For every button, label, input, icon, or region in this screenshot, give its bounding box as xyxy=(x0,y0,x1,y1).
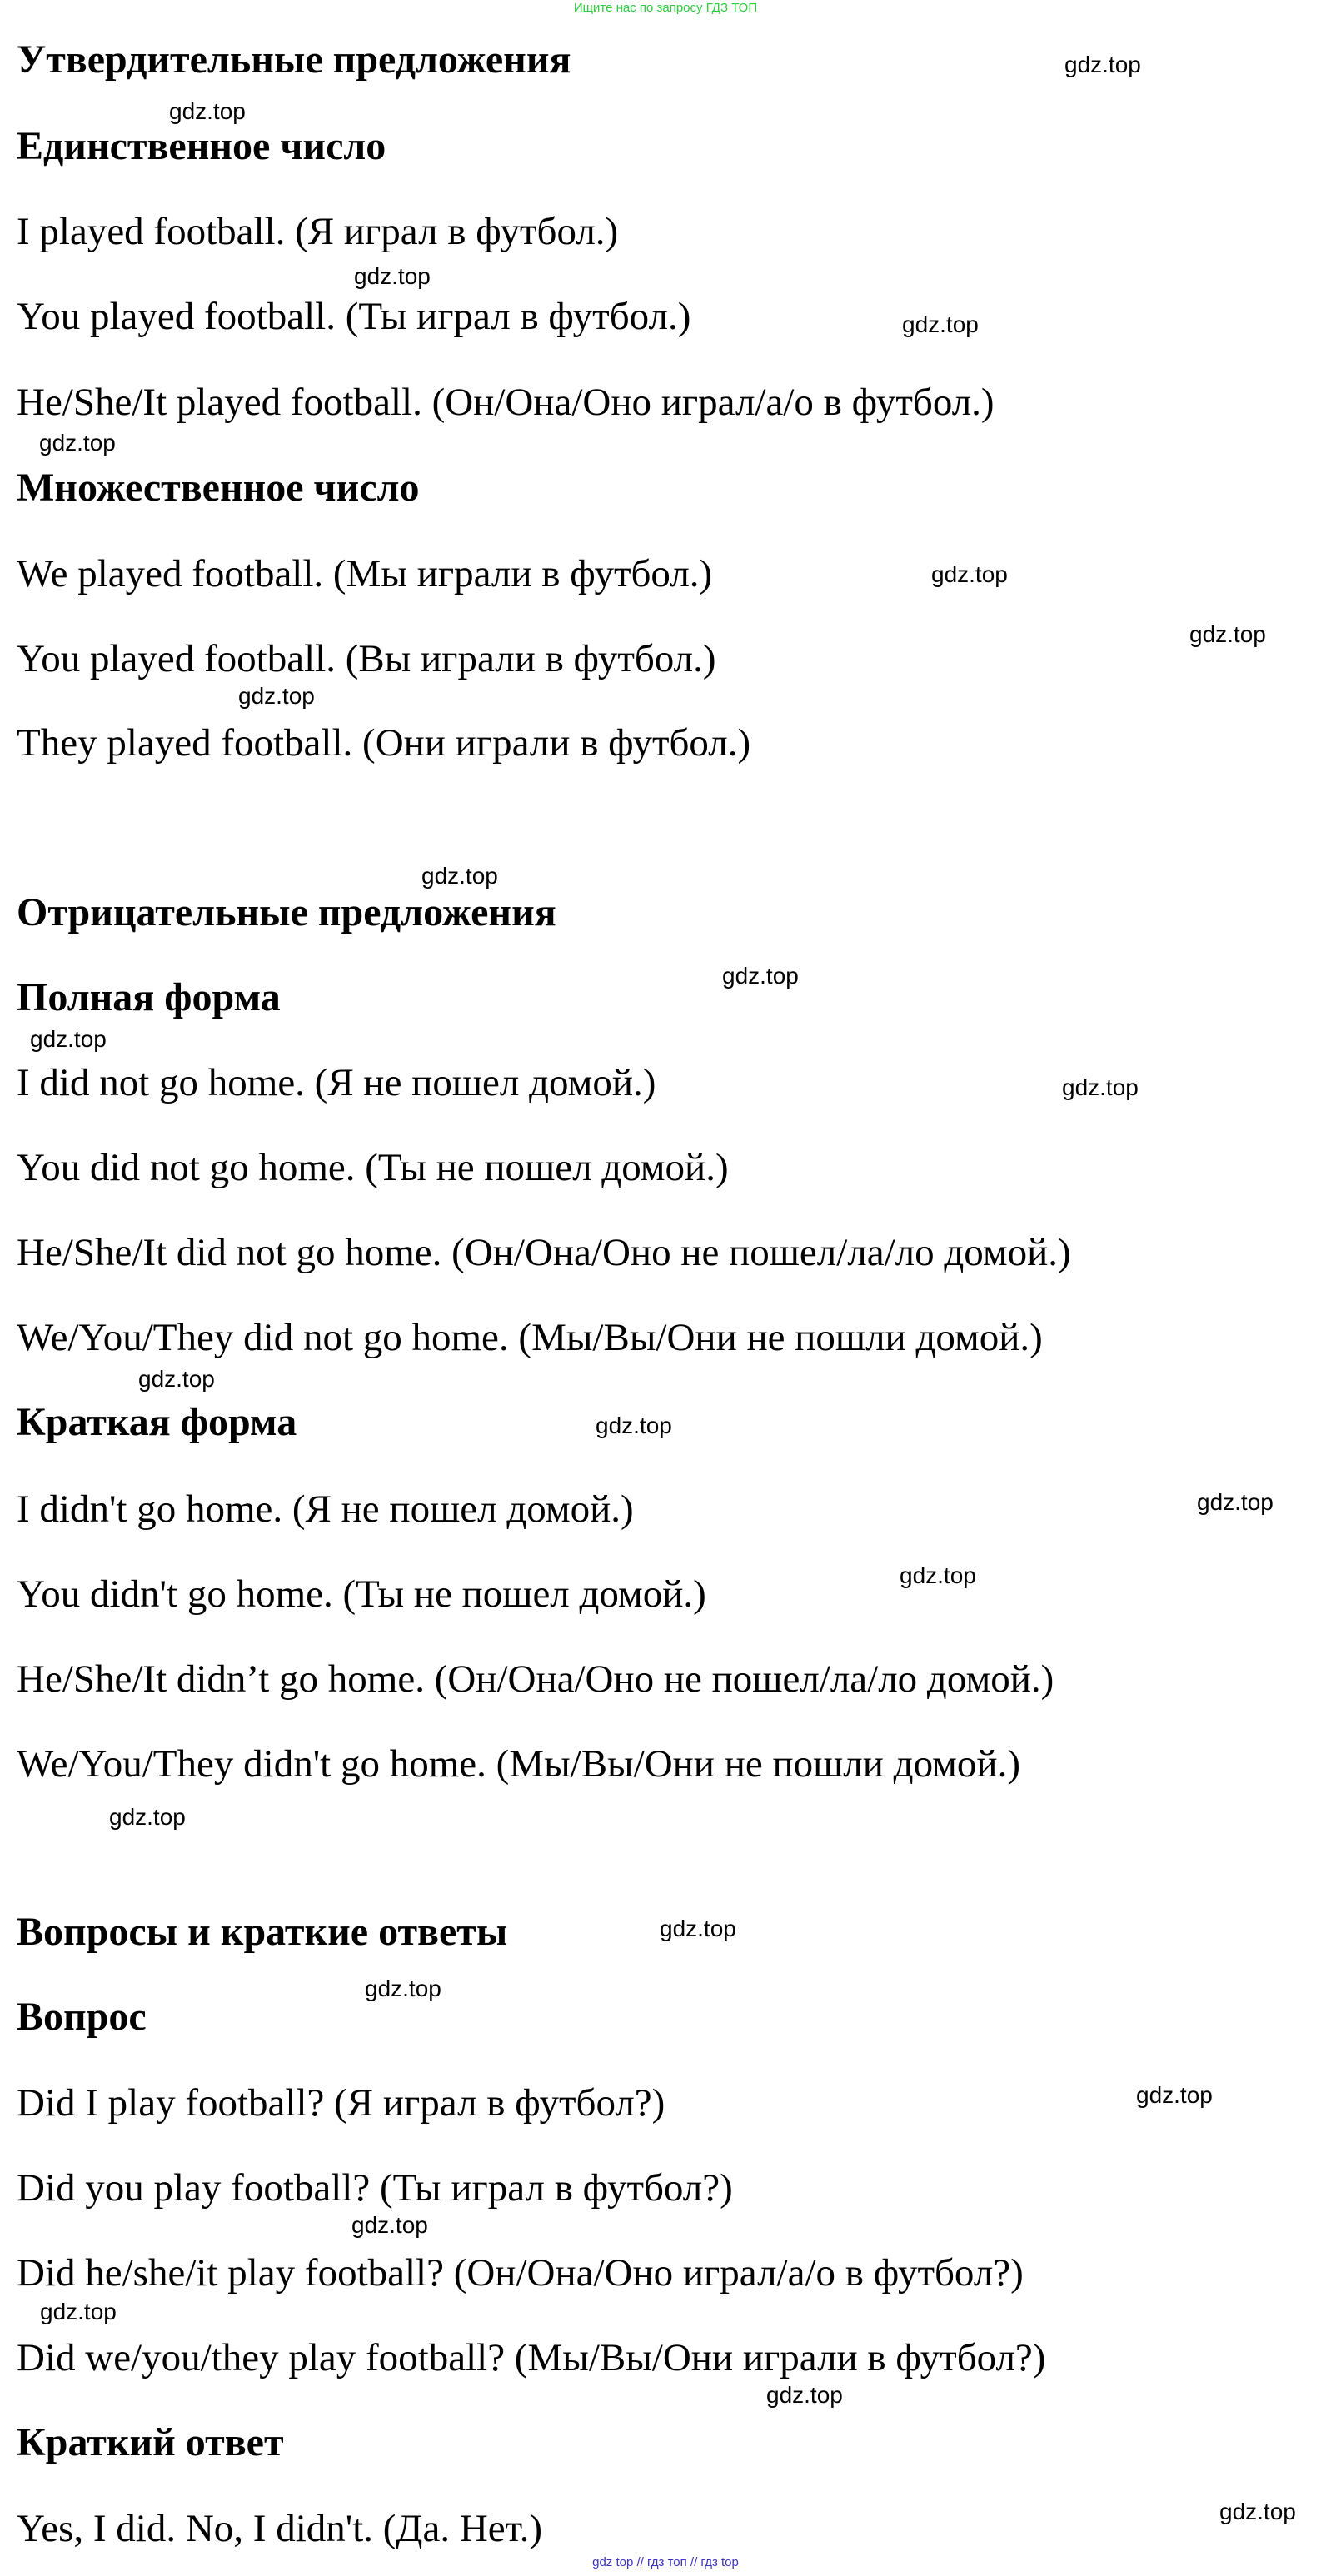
question-line-3: Did he/she/it play football? (Он/Она/Оно играл/а/о в футбол?) xyxy=(17,2251,1024,2294)
affirmative-singular-line-3: He/She/It played football. (Он/Она/Оно играл/а/о в футбол.) xyxy=(17,381,995,424)
negative-short-line-2: You didn't go home. (Ты не пошел домой.) xyxy=(17,1572,706,1616)
watermark: gdz.top xyxy=(109,1804,186,1830)
watermark: gdz.top xyxy=(1189,621,1266,647)
full-form-heading: Полная форма xyxy=(17,975,281,1019)
questions-heading: Вопросы и краткие ответы xyxy=(17,1910,508,1954)
watermark: gdz.top xyxy=(1219,2499,1296,2524)
watermark: gdz.top xyxy=(1062,1074,1139,1100)
short-answer-line: Yes, I did. No, I didn't. (Да. Нет.) xyxy=(17,2507,543,2550)
short-answer-heading: Краткий ответ xyxy=(17,2420,284,2464)
negative-short-line-3: He/She/It didn’t go home. (Он/Она/Оно не пошел/ла/ло домой.) xyxy=(17,1657,1054,1701)
negative-full-line-3: He/She/It did not go home. (Он/Она/Оно не пошел/ла/ло домой.) xyxy=(17,1231,1071,1274)
question-line-4: Did we/you/they play football? (Мы/Вы/Они играли в футбол?) xyxy=(17,2336,1046,2379)
watermark: gdz.top xyxy=(1197,1489,1274,1515)
top-banner: Ищите нас по запросу ГДЗ ТОП xyxy=(573,1,758,15)
negative-full-line-2: You did not go home. (Ты не пошел домой.) xyxy=(17,1146,729,1189)
watermark: gdz.top xyxy=(138,1366,215,1392)
watermark: gdz.top xyxy=(354,263,431,289)
watermark: gdz.top xyxy=(931,561,1008,587)
negative-full-line-1: I did not go home. (Я не пошел домой.) xyxy=(17,1061,656,1104)
singular-heading: Единственное число xyxy=(17,124,386,168)
bottom-banner: gdz top // гдз топ // гдз top xyxy=(592,2555,739,2569)
affirmative-singular-line-1: I played football. (Я играл в футбол.) xyxy=(17,210,619,253)
watermark: gdz.top xyxy=(39,430,116,456)
negative-short-line-4: We/You/They didn't go home. (Мы/Вы/Они не пошли домой.) xyxy=(17,1742,1020,1786)
watermark: gdz.top xyxy=(1136,2082,1213,2108)
affirmative-plural-line-1: We played football. (Мы играли в футбол.) xyxy=(17,552,713,595)
watermark: gdz.top xyxy=(766,2382,843,2408)
watermark: gdz.top xyxy=(900,1562,976,1588)
question-line-1: Did I play football? (Я играл в футбол?) xyxy=(17,2081,666,2125)
watermark: gdz.top xyxy=(660,1916,736,1941)
affirmative-heading: Утвердительные предложения xyxy=(17,37,571,82)
watermark: gdz.top xyxy=(596,1413,672,1438)
short-form-heading: Краткая форма xyxy=(17,1400,297,1444)
watermark: gdz.top xyxy=(902,311,979,337)
affirmative-singular-line-2: You played football. (Ты играл в футбол.) xyxy=(17,295,691,338)
affirmative-plural-line-3: They played football. (Они играли в футбол.) xyxy=(17,721,751,765)
question-heading: Вопрос xyxy=(17,1995,147,2039)
watermark: gdz.top xyxy=(238,683,315,709)
negative-short-line-1: I didn't go home. (Я не пошел домой.) xyxy=(17,1487,634,1531)
watermark: gdz.top xyxy=(365,1976,441,2001)
watermark: gdz.top xyxy=(30,1026,107,1052)
watermark: gdz.top xyxy=(722,963,799,989)
negative-full-line-4: We/You/They did not go home. (Мы/Вы/Они не пошли домой.) xyxy=(17,1316,1043,1359)
watermark: gdz.top xyxy=(40,2299,117,2324)
question-line-2: Did you play football? (Ты играл в футбол?) xyxy=(17,2166,733,2210)
plural-heading: Множественное число xyxy=(17,466,420,510)
affirmative-plural-line-2: You played football. (Вы играли в футбол.) xyxy=(17,637,716,680)
negative-heading: Отрицательные предложения xyxy=(17,890,556,934)
watermark: gdz.top xyxy=(169,98,246,124)
watermark: gdz.top xyxy=(421,863,498,889)
watermark: gdz.top xyxy=(351,2212,428,2238)
watermark: gdz.top xyxy=(1064,52,1141,77)
